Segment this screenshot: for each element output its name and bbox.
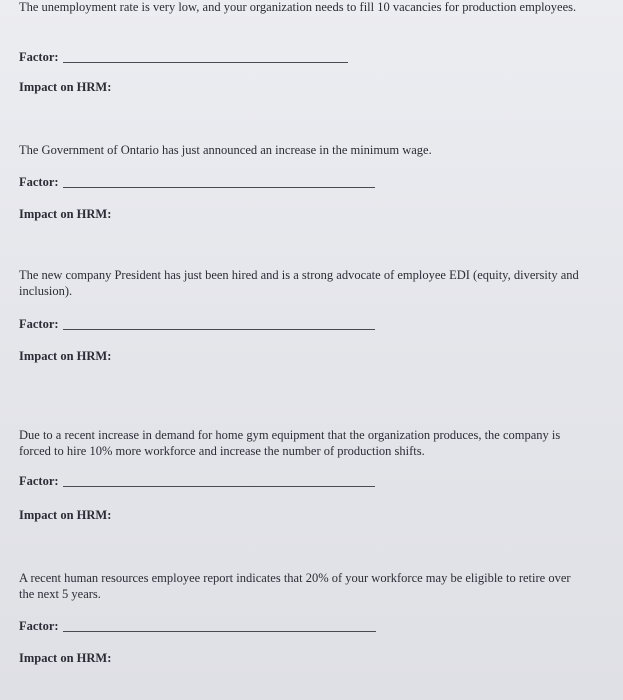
scenario-text: A recent human resources employee report indicates that 20% of your workforce may be eligible to retire over the next 5 years.	[19, 571, 571, 601]
scenario-1	[19, 0, 579, 110]
factor-answer-line[interactable]	[63, 329, 375, 330]
impact-label: Impact on HRM:	[19, 651, 112, 665]
scenario-4	[19, 428, 579, 538]
factor-answer-line[interactable]	[63, 486, 375, 487]
impact-label: Impact on HRM:	[19, 349, 112, 363]
factor-answer-line[interactable]	[63, 631, 376, 632]
factor-label: Factor:	[19, 175, 59, 189]
impact-label: Impact on HRM:	[19, 207, 112, 221]
scenario-5	[19, 571, 579, 681]
factor-row	[19, 474, 375, 489]
scenario-text: The Government of Ontario has just announced an increase in the minimum wage.	[19, 143, 432, 157]
factor-label: Factor:	[19, 50, 59, 64]
scenario-text: The new company President has just been hired and is a strong advocate of employee EDI (equity, diversity and inclusion).	[19, 268, 579, 298]
factor-label: Factor:	[19, 619, 59, 633]
scenario-2	[19, 143, 579, 233]
factor-row	[19, 619, 376, 634]
factor-row	[19, 50, 348, 65]
factor-row	[19, 317, 375, 332]
scenario-3	[19, 268, 579, 378]
impact-label: Impact on HRM:	[19, 80, 112, 94]
factor-row	[19, 175, 375, 190]
factor-label: Factor:	[19, 474, 59, 488]
scenario-text: Due to a recent increase in demand for home gym equipment that the organization produces, the company is forced to hire 10% more workforce and increase the number of production shifts.	[19, 428, 561, 458]
scenario-text: The unemployment rate is very low, and your organization needs to fill 10 vacancies for production employees.	[19, 0, 577, 14]
factor-label: Factor:	[19, 317, 59, 331]
factor-answer-line[interactable]	[63, 62, 348, 63]
impact-label: Impact on HRM:	[19, 508, 112, 522]
factor-answer-line[interactable]	[63, 187, 375, 188]
